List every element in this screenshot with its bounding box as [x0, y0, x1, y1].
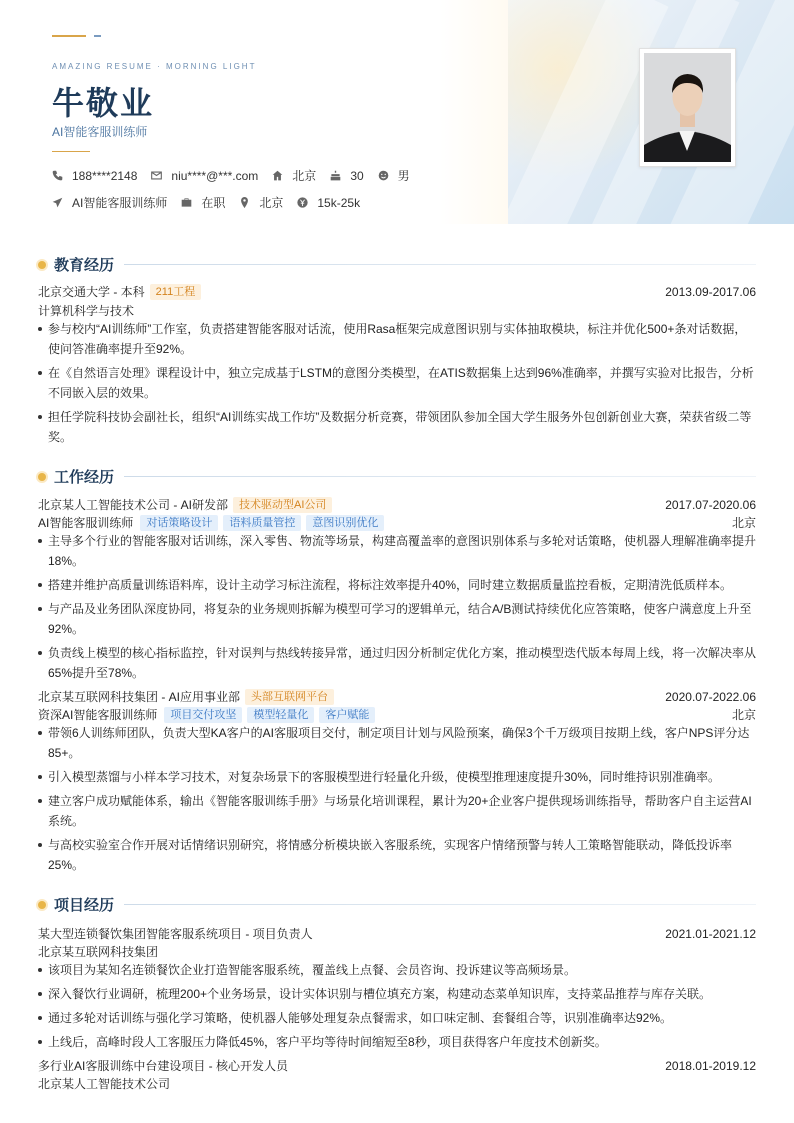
list-item: 担任学院科技协会副社长，组织“AI训练实战工作坊”及数据分析竞赛，带领团队参加全国大学生服务外包创新创业大赛，荣获省级二等奖。 [38, 407, 756, 447]
location-icon [239, 197, 250, 208]
list-item: 主导多个行业的智能客服对话训练，深入零售、物流等场景，构建高覆盖率的意图识别体系与多轮对话策略，使机器人理解准确率提升18%。 [38, 531, 756, 571]
project-period: 2021.01-2021.12 [665, 926, 756, 941]
section-rule [124, 476, 756, 477]
section-education [38, 254, 756, 275]
intent-position-info [52, 194, 167, 211]
project-header [38, 1057, 756, 1074]
education-tag: 211工程 [150, 284, 202, 300]
list-item: 深入餐饮行业调研，梳理200+个业务场景，设计实体识别与槽位填充方案，构建动态菜单知识库，支持菜品推荐与库存关联。 [38, 984, 756, 1004]
education-major-row [38, 302, 756, 319]
job-company: 北京某互联网科技集团 - AI应用事业部 [38, 690, 241, 704]
gender-text: 男 [397, 169, 410, 183]
education-major: 计算机科学与技术 [38, 304, 135, 318]
gender-info [378, 167, 410, 184]
status-info [181, 194, 225, 211]
project-period: 2018.01-2019.12 [665, 1058, 756, 1073]
profile-photo [639, 48, 736, 167]
section-title: 工作经历 [54, 469, 115, 486]
email-text: niu****@***.com [171, 168, 259, 183]
list-item: 带领6人训练师团队，负责大型KA客户的AI客服项目交付，制定项目计划与风险预案，确保3个千万级项目按期上线，客户NPS评分达85+。 [38, 723, 756, 763]
skill-tag: 语料质量管控 [223, 515, 301, 531]
project-org: 北京某互联网科技集团 [38, 945, 159, 959]
list-item: 引入模型蒸馏与小样本学习技术，对复杂场景下的客服模型进行轻量化升级，使模型推理速度提升30%，同时维持识别准确率。 [38, 767, 756, 787]
job-role: 资深AI智能客服训练师 [38, 708, 158, 722]
phone-info [52, 169, 137, 183]
skill-tag: 项目交付攻坚 [164, 707, 242, 723]
email-info [151, 169, 258, 183]
resume-tagline: AMAZING RESUME · MORNING LIGHT [52, 62, 257, 71]
job-period: 2017.07-2020.06 [665, 497, 756, 512]
phone-icon [52, 170, 63, 181]
header-accent-dash [94, 35, 101, 37]
briefcase-icon [181, 197, 192, 208]
job-header [38, 688, 756, 705]
list-item: 该项目为某知名连锁餐饮企业打造智能客服系统，覆盖线上点餐、会员咨询、投诉建议等高频场景。 [38, 960, 756, 980]
list-item: 搭建并维护高质量训练语料库，设计主动学习标注流程，将标注效率提升40%，同时建立数据质量监控看板，定期清洗低质样本。 [38, 575, 756, 595]
phone-text: 188****2148 [72, 168, 138, 183]
project-org-row [38, 1075, 756, 1092]
project-name: 多行业AI客服训练中台建设项目 - 核心开发人员 [38, 1059, 289, 1073]
education-header [38, 283, 756, 300]
section-dot-icon [38, 473, 46, 481]
list-item: 通过多轮对话训练与强化学习策略，使机器人能够处理复杂点餐需求，如口味定制、套餐组合等，识别准确率达92%。 [38, 1008, 756, 1028]
header-accent-line [52, 35, 86, 37]
candidate-name: 牛敬业 [52, 84, 155, 122]
list-item: 在《自然语言处理》课程设计中，独立完成基于LSTM的意图分类模型，在ATIS数据集上达到96%准确率，并撰写实验对比报告，分析不同嵌入层的效果。 [38, 363, 756, 403]
project-org: 北京某人工智能技术公司 [38, 1077, 171, 1091]
education-school: 北京交通大学 - 本科 [38, 285, 145, 299]
salary-info [297, 196, 360, 210]
list-item: 与产品及业务团队深度协同，将复杂的业务规则拆解为模型可学习的逻辑单元，结合A/B测试持续优化应答策略，使客户满意度上升至92%。 [38, 599, 756, 639]
intent-city-info [239, 194, 283, 211]
company-tag: 头部互联网平台 [245, 689, 334, 705]
list-item: 与高校实验室合作开展对话情绪识别研究，将情感分析模块嵌入客服系统，实现客户情绪预警与转人工策略智能联动，降低投诉率25%。 [38, 835, 756, 875]
city-info [272, 167, 316, 184]
project-org-row [38, 943, 756, 960]
project-name: 某大型连锁餐饮集团智能客服系统项目 - 项目负责人 [38, 927, 313, 941]
list-item: 建立客户成功赋能体系，输出《智能客服训练手册》与场景化培训课程，累计为20+企业客户提供现场训练指导，帮助客户自主运营AI系统。 [38, 791, 756, 831]
cake-icon [330, 170, 341, 181]
job-role-row [38, 514, 756, 531]
avatar [644, 53, 731, 162]
mail-icon [151, 170, 162, 181]
candidate-title: AI智能客服训练师 [52, 125, 148, 139]
job-period: 2020.07-2022.06 [665, 689, 756, 704]
city-text: 北京 [292, 169, 317, 183]
job-header [38, 496, 756, 513]
job-city: 北京 [731, 516, 756, 530]
section-projects [38, 894, 756, 915]
section-dot-icon [38, 901, 46, 909]
company-tag: 技术驱动型AI公司 [233, 497, 332, 513]
section-title: 项目经历 [54, 897, 115, 914]
skill-tag: 客户赋能 [319, 707, 375, 723]
project-header [38, 925, 756, 942]
list-item: 参与校内“AI训练师”工作室，负责搭建智能客服对话流，使用Rasa框架完成意图识别与实体抽取模块，标注并优化500+条对话数据，使问答准确率提升至92%。 [38, 319, 756, 359]
section-title: 教育经历 [54, 257, 115, 274]
section-rule [124, 904, 756, 905]
intent-city-text: 北京 [259, 196, 284, 210]
gender-icon [378, 170, 389, 181]
name-underline [52, 151, 90, 152]
status-text: 在职 [201, 196, 226, 210]
age-info [330, 169, 363, 183]
job-intent-row [52, 194, 374, 211]
job-company: 北京某人工智能技术公司 - AI研发部 [38, 498, 229, 512]
home-icon [272, 170, 283, 181]
education-period: 2013.09-2017.06 [665, 284, 756, 299]
section-work [38, 466, 756, 487]
job-role: AI智能客服训练师 [38, 516, 134, 530]
skill-tag: 意图识别优化 [306, 515, 384, 531]
intent-position-text: AI智能客服训练师 [72, 196, 168, 210]
contact-row [52, 167, 424, 184]
section-rule [124, 264, 756, 265]
job-city: 北京 [731, 708, 756, 722]
age-text: 30 [350, 168, 364, 183]
send-icon [52, 197, 63, 208]
list-item: 上线后，高峰时段人工客服压力降低45%，客户平均等待时间缩短至8秒，项目获得客户年度技术创新奖。 [38, 1032, 756, 1052]
job-role-row [38, 706, 756, 723]
skill-tag: 对话策略设计 [140, 515, 218, 531]
skill-tag: 模型轻量化 [247, 707, 314, 723]
salary-icon [297, 197, 308, 208]
list-item: 负责线上模型的核心指标监控，针对误判与热线转接异常，通过归因分析制定优化方案，推动模型迭代版本每周上线，将一次解决率从65%提升至78%。 [38, 643, 756, 683]
salary-text: 15k-25k [317, 195, 361, 210]
section-dot-icon [38, 261, 46, 269]
